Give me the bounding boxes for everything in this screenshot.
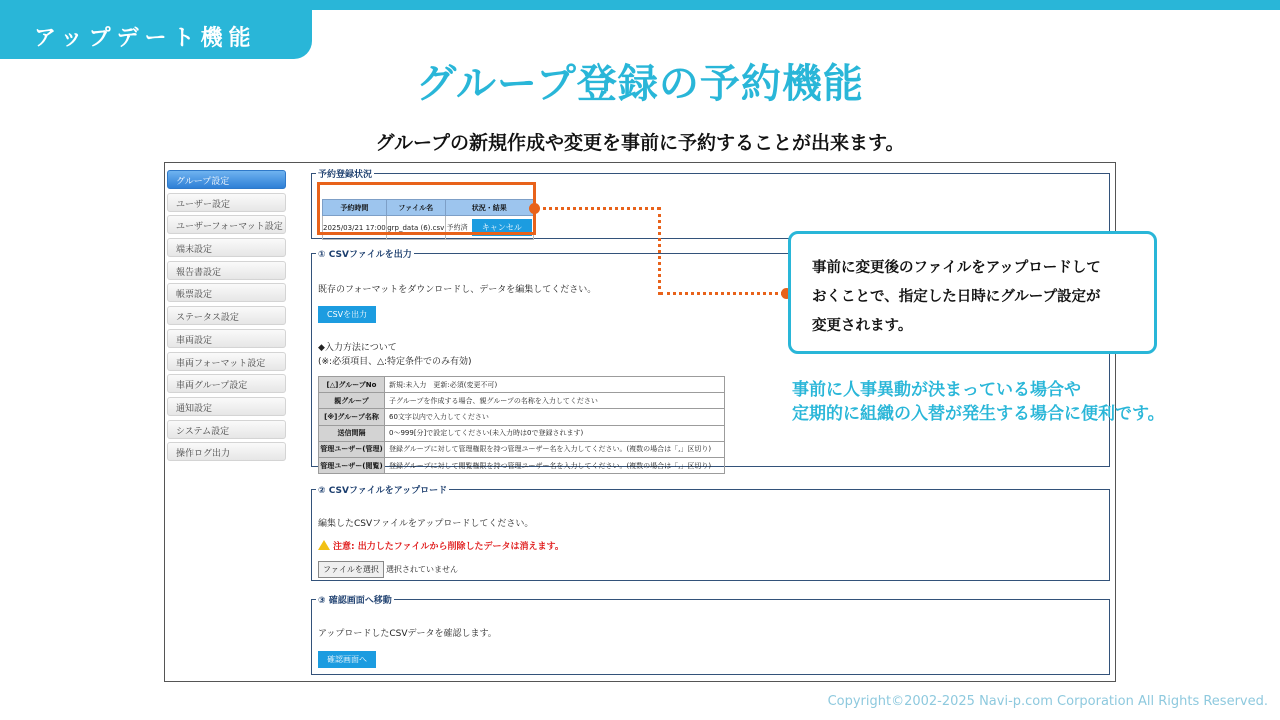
callout-line: 変更されます。	[812, 318, 913, 334]
cancel-button[interactable]: キャンセル	[472, 219, 532, 236]
highlight-frame	[317, 182, 536, 235]
connector-line	[658, 207, 661, 295]
input-spec-table	[318, 376, 725, 474]
sidebar-item-vehicle[interactable]: 車両設定	[167, 329, 286, 348]
csv-output-description: 既存のフォーマットをダウンロードし、データを編集してください。	[318, 285, 597, 295]
sidebar-item-status[interactable]: ステータス設定	[167, 306, 286, 325]
spec-value: 登録グループに対して管理権限を持つ管理ユーザー名を入力してください。(複数の場合は「,」区切り)	[385, 441, 725, 457]
copyright: Copyright©2002-2025 Navi-p.com Corporation All Rights Reserved.	[827, 694, 1268, 709]
status-text: 予約済	[446, 223, 468, 232]
callout-line: おくことで、指定した日時にグループ設定が	[812, 289, 1101, 305]
table-header: 予約時間	[323, 200, 387, 216]
table-header: ファイル名	[386, 200, 445, 216]
sidebar-item-system[interactable]: システム設定	[167, 420, 286, 439]
spec-value: 登録グループに対して閲覧権限を持つ管理ユーザー名を入力してください。(複数の場合は「,」区切り)	[385, 457, 725, 473]
sidebar	[167, 170, 286, 465]
connector-line	[660, 292, 784, 295]
callout-box	[788, 231, 1157, 354]
warning-message	[318, 539, 564, 552]
spec-label: 管理ユーザー(管理)	[319, 441, 385, 457]
sidebar-item-user[interactable]: ユーザー設定	[167, 193, 286, 212]
sidebar-item-terminal[interactable]: 端末設定	[167, 238, 286, 257]
confirm-button[interactable]: 確認画面へ	[318, 651, 376, 668]
csv-upload-legend: ② CSVファイルをアップロード	[318, 486, 448, 496]
csv-upload-description: 編集したCSVファイルをアップロードしてください。	[318, 519, 534, 529]
table-row	[319, 409, 725, 425]
input-note: (※:必須項目、△:特定条件でのみ有効)	[318, 357, 472, 367]
sidebar-item-report[interactable]: 報告書設定	[167, 261, 286, 280]
benefit-note	[792, 378, 1165, 426]
slide-title: グループ登録の予約機能	[416, 61, 864, 107]
file-status: 選択されていません	[386, 565, 458, 574]
table-row	[319, 377, 725, 393]
note-line: 定期的に組織の入替が発生する場合に便利です。	[792, 404, 1165, 424]
spec-value: 60文字以内で入力してください	[385, 409, 725, 425]
spec-label: 管理ユーザー(閲覧)	[319, 457, 385, 473]
top-accent-bar	[0, 0, 1280, 10]
connector-dot	[529, 203, 540, 214]
sidebar-item-form[interactable]: 帳票設定	[167, 283, 286, 302]
input-heading: ◆入力方法について	[318, 343, 397, 353]
spec-label: [△]グループNo	[319, 377, 385, 393]
csv-output-button[interactable]: CSVを出力	[318, 306, 376, 323]
sidebar-item-vehicle-format[interactable]: 車両フォーマット設定	[167, 352, 286, 371]
spec-label: [※]グループ名称	[319, 409, 385, 425]
file-name: grp_data (6).csv	[386, 216, 445, 240]
confirm-legend: ③ 確認画面へ移動	[318, 596, 392, 606]
confirm-description: アップロードしたCSVデータを確認します。	[318, 629, 497, 639]
table-row	[319, 457, 725, 473]
sidebar-item-operation-log[interactable]: 操作ログ出力	[167, 442, 286, 461]
warning-icon	[318, 540, 330, 550]
sidebar-item-vehicle-group[interactable]: 車両グループ設定	[167, 374, 286, 393]
note-line: 事前に人事異動が決まっている場合や	[792, 380, 1081, 400]
table-row	[319, 393, 725, 409]
choose-file-button[interactable]: ファイルを選択	[318, 561, 384, 578]
reservation-legend: 予約登録状況	[318, 170, 373, 180]
connector-line	[536, 207, 660, 210]
spec-label: 送信間隔	[319, 425, 385, 441]
sidebar-item-group[interactable]: グループ設定	[167, 170, 286, 189]
spec-label: 親グループ	[319, 393, 385, 409]
sidebar-item-notification[interactable]: 通知設定	[167, 397, 286, 416]
callout-line: 事前に変更後のファイルをアップロードして	[812, 260, 1101, 276]
confirm-section	[311, 593, 1110, 675]
spec-value: 子グループを作成する場合、親グループの名称を入力してください	[385, 393, 725, 409]
sidebar-item-user-format[interactable]: ユーザーフォーマット設定	[167, 215, 286, 234]
warning-text: 注意: 出力したファイルから削除したデータは消えます。	[333, 542, 564, 552]
table-row	[319, 441, 725, 457]
spec-value: 0～999[分]で設定してください(未入力時は0で登録されます)	[385, 425, 725, 441]
csv-output-legend: ① CSVファイルを出力	[318, 250, 412, 260]
reserved-time: 2025/03/21 17:00	[323, 216, 387, 240]
spec-value: 新規:未入力 更新:必須(変更不可)	[385, 377, 725, 393]
table-row	[319, 425, 725, 441]
table-header: 状況・結果	[445, 200, 533, 216]
section-tag: アップデート機能	[0, 10, 312, 59]
slide-subtitle: グループの新規作成や変更を事前に予約することが出来ます。	[375, 132, 905, 154]
csv-upload-section	[311, 483, 1110, 581]
